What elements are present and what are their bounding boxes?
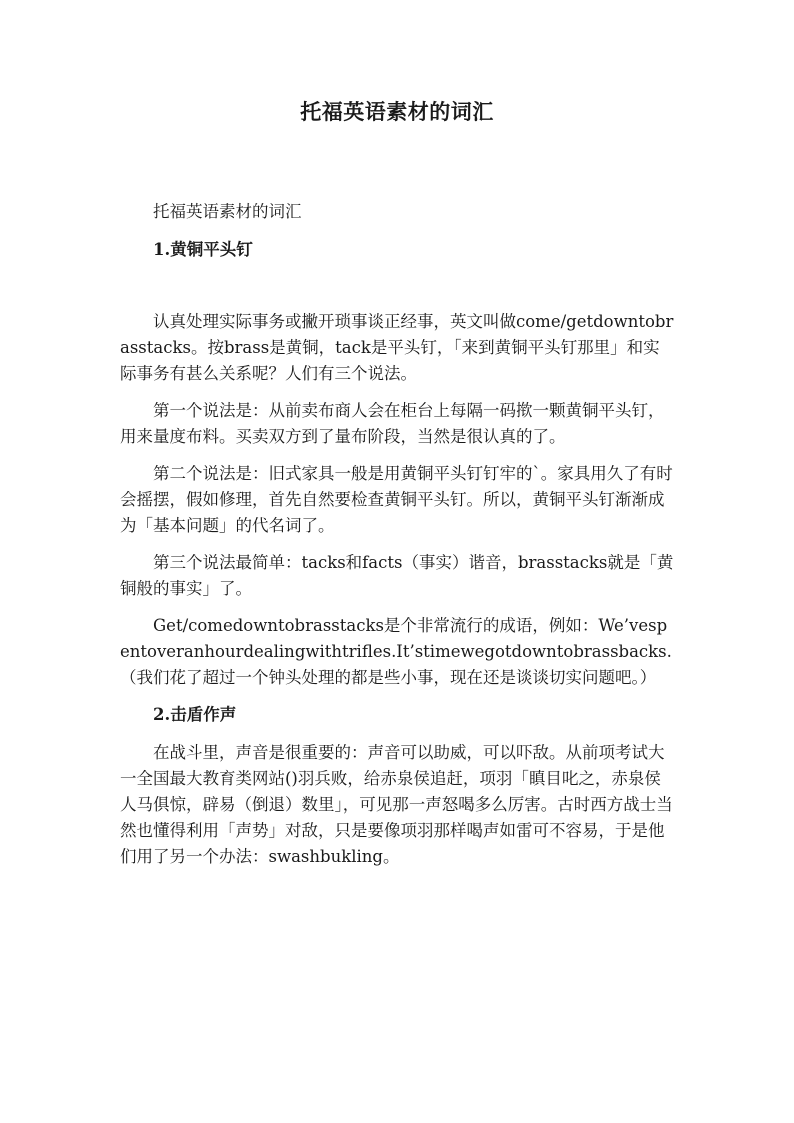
document-title: 托福英语素材的词汇 [300, 99, 494, 124]
paragraph: 第一个说法是：从前卖布商人会在柜台上每隔一码揿一颗黄铜平头钉，用来量度布料。买卖双方到了量布阶段，当然是很认真的了。 [120, 401, 665, 446]
paragraph: 认真处理实际事务或撇开琐事谈正经事，英文叫做come/getdowntobrasstacks。按brass是黄铜，tack是平头钉，「来到黄铜平头钉那里」和实际事务有甚么关系呢？人们有三个说法。 [120, 312, 674, 383]
paragraph: 第三个说法最简单：tacks和facts（事实）谐音，brasstacks就是「黄铜般的事实」了。 [120, 553, 674, 598]
paragraph: 第二个说法是：旧式家具一般是用黄铜平头钉钉牢的`。家具用久了有时会摇摆，假如修理，首先自然要检查黄铜平头钉。所以，黄铜平头钉渐渐成为「基本问题」的代名词了。 [120, 464, 673, 535]
section-heading: 1.黄铜平头钉 [153, 240, 253, 259]
section-heading: 2.击盾作声 [153, 705, 237, 724]
document-body [120, 199, 676, 881]
paragraph: 在战斗里，声音是很重要的：声音可以助威，可以吓敌。从前项考试大一全国最大教育类网站()羽兵败，给赤泉侯追赶，项羽「瞋目叱之，赤泉侯人马俱惊，辟易（倒退）数里」，可见那一声怒喝多么厉害。古时西方战士当然也懂得利用「声势」对敌，只是要像项羽那样喝声如雷可不容易，于是他们用了另一个办法：swashbukling。 [120, 743, 673, 866]
paragraph: Get/comedowntobrasstacks是个非常流行的成语，例如：We’vespentoveranhourdealingwithtrifles.It’stimewegotdowntobrassbacks.（我们花了超过一个钟头处理的都是些小事，现在还是谈谈切实问题吧。） [120, 616, 672, 687]
document-subtitle: 托福英语素材的词汇 [153, 202, 302, 221]
